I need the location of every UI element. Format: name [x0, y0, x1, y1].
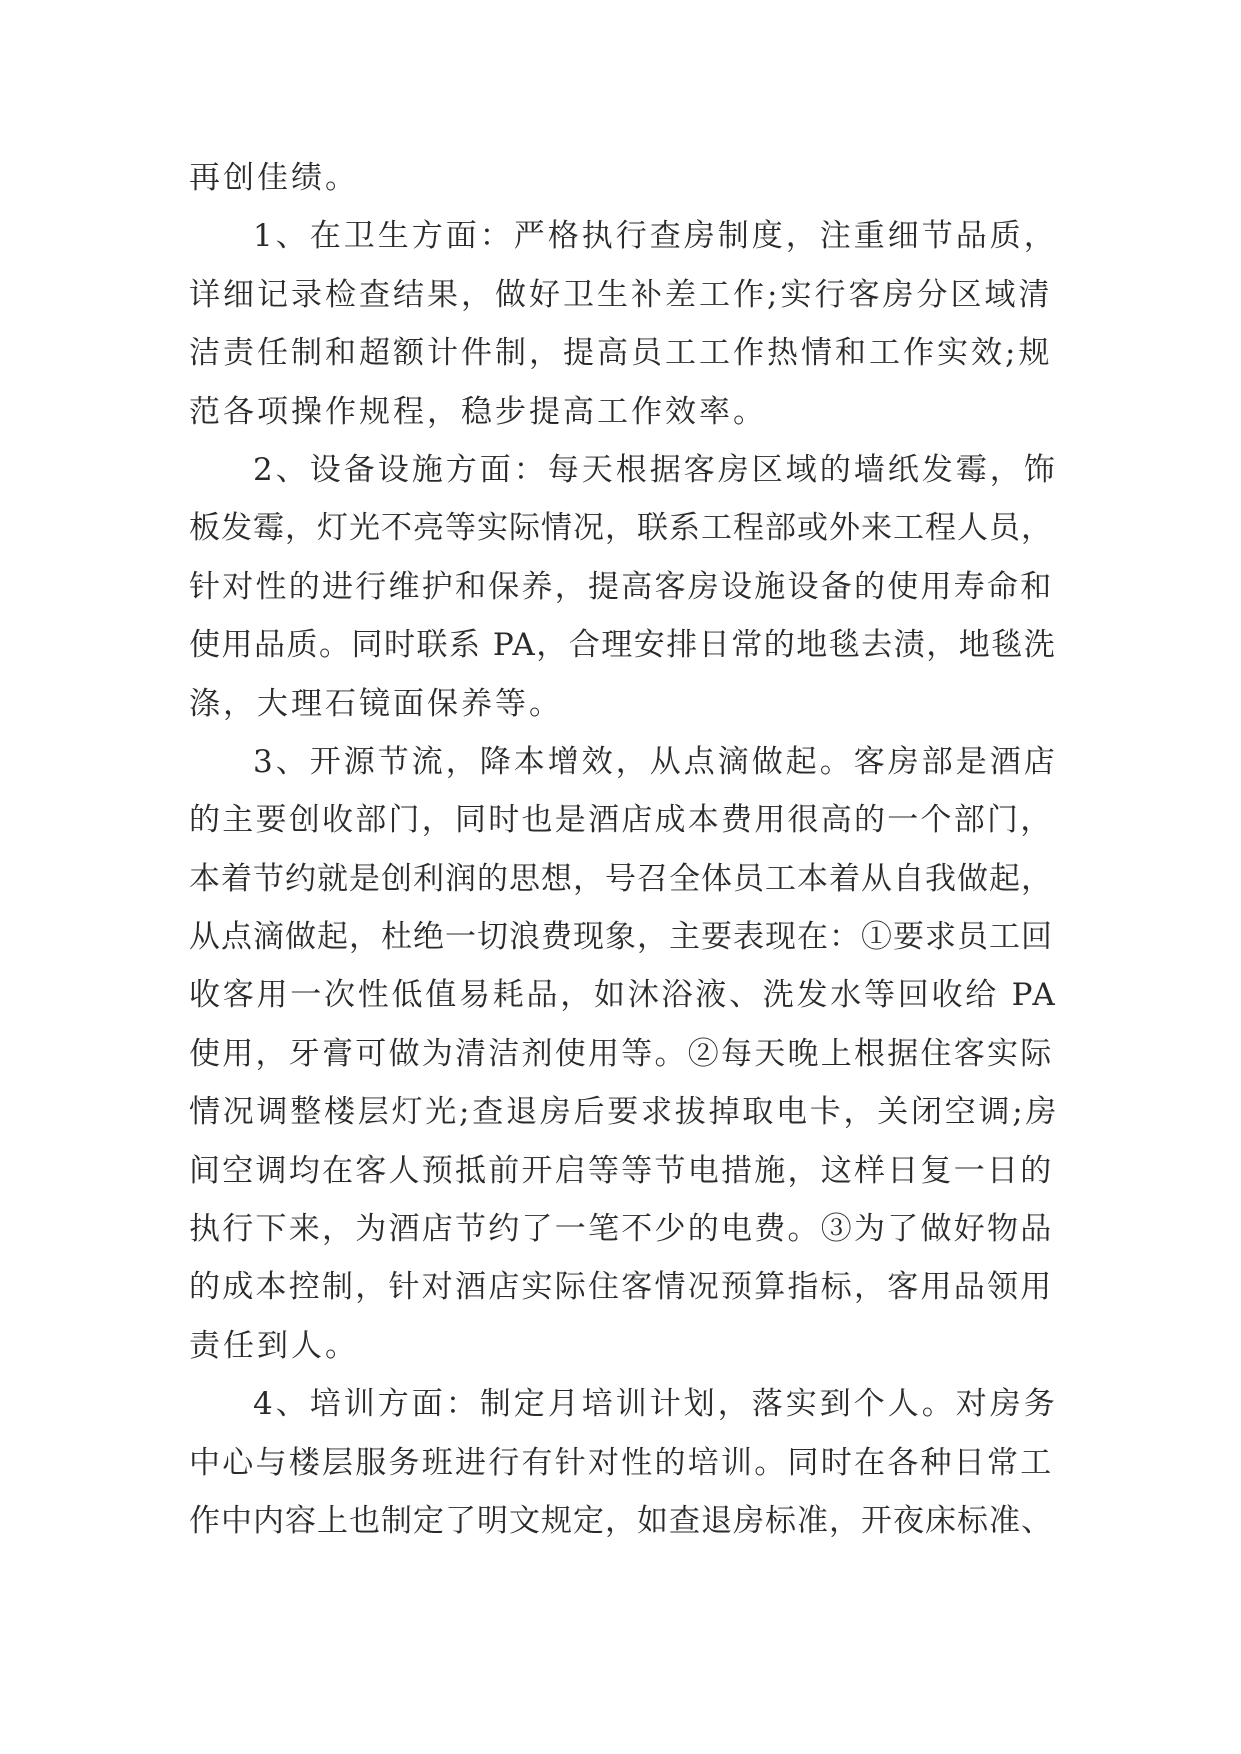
paragraph-4-start: 4、培训方面：制定月培训计划，落实到个人。对房务 — [253, 1386, 1058, 1423]
text-line: 洁责任制和超额计件制，提高员工工作热情和工作实效;规 — [189, 335, 1053, 372]
text-line: 再创佳绩。 — [189, 160, 359, 196]
text-line: 执行下来，为酒店节约了一笔不少的电费。③为了做好物品 — [189, 1211, 1054, 1248]
text-line: 使用，牙膏可做为清洁剂使用等。②每天晚上根据住客实际 — [189, 1035, 1054, 1072]
text-line: 涤，大理石镜面保养等。 — [189, 685, 563, 722]
paragraph-2-start: 2、设备设施方面：每天根据客房区域的墙纸发霉，饰 — [253, 451, 1058, 488]
text-line: 中心与楼层服务班进行有针对性的培训。同时在各种日常工 — [189, 1444, 1054, 1481]
text-line: 间空调均在客人预抵前开启等等节电措施，这样日复一日的 — [189, 1152, 1054, 1189]
text-line: 的主要创收部门，同时也是酒店成本费用很高的一个部门， — [189, 802, 1054, 839]
text-line: 本着节约就是创利润的思想，号召全体员工本着从自我做起， — [189, 860, 1053, 897]
text-line: 针对性的进行维护和保养，提高客房设施设备的使用寿命和 — [189, 568, 1054, 605]
text-line: 范各项操作规程，稳步提高工作效率。 — [189, 393, 767, 430]
text-line: 板发霉，灯光不亮等实际情况，联系工程部或外来工程人员， — [189, 510, 1053, 547]
text-line: 收客用一次性低值易耗品，如沐浴液、洗发水等回收给 PA — [189, 977, 1058, 1014]
text-line: 详细记录检查结果，做好卫生补差工作;实行客房分区域清 — [189, 276, 1053, 313]
text-line: 情况调整楼层灯光;查退房后要求拔掉取电卡，关闭空调;房 — [189, 1094, 1060, 1131]
paragraph-1-start: 1、在卫生方面：严格执行查房制度，注重细节品质， — [253, 218, 1058, 255]
text-line: 使用品质。同时联系 PA，合理安排日常的地毯去渍，地毯洗 — [189, 627, 1057, 664]
text-line: 从点滴做起，杜绝一切浪费现象，主要表现在：①要求员工回 — [189, 919, 1053, 956]
text-line: 的成本控制，针对酒店实际住客情况预算指标，客用品领用 — [189, 1269, 1054, 1306]
paragraph-3-start: 3、开源节流，降本增效，从点滴做起。客房部是酒店 — [253, 743, 1058, 780]
text-line: 责任到人。 — [189, 1327, 359, 1364]
text-line: 作中内容上也制定了明文规定，如查退房标准，开夜床标准、 — [189, 1502, 1053, 1539]
body-text — [189, 149, 1059, 1550]
